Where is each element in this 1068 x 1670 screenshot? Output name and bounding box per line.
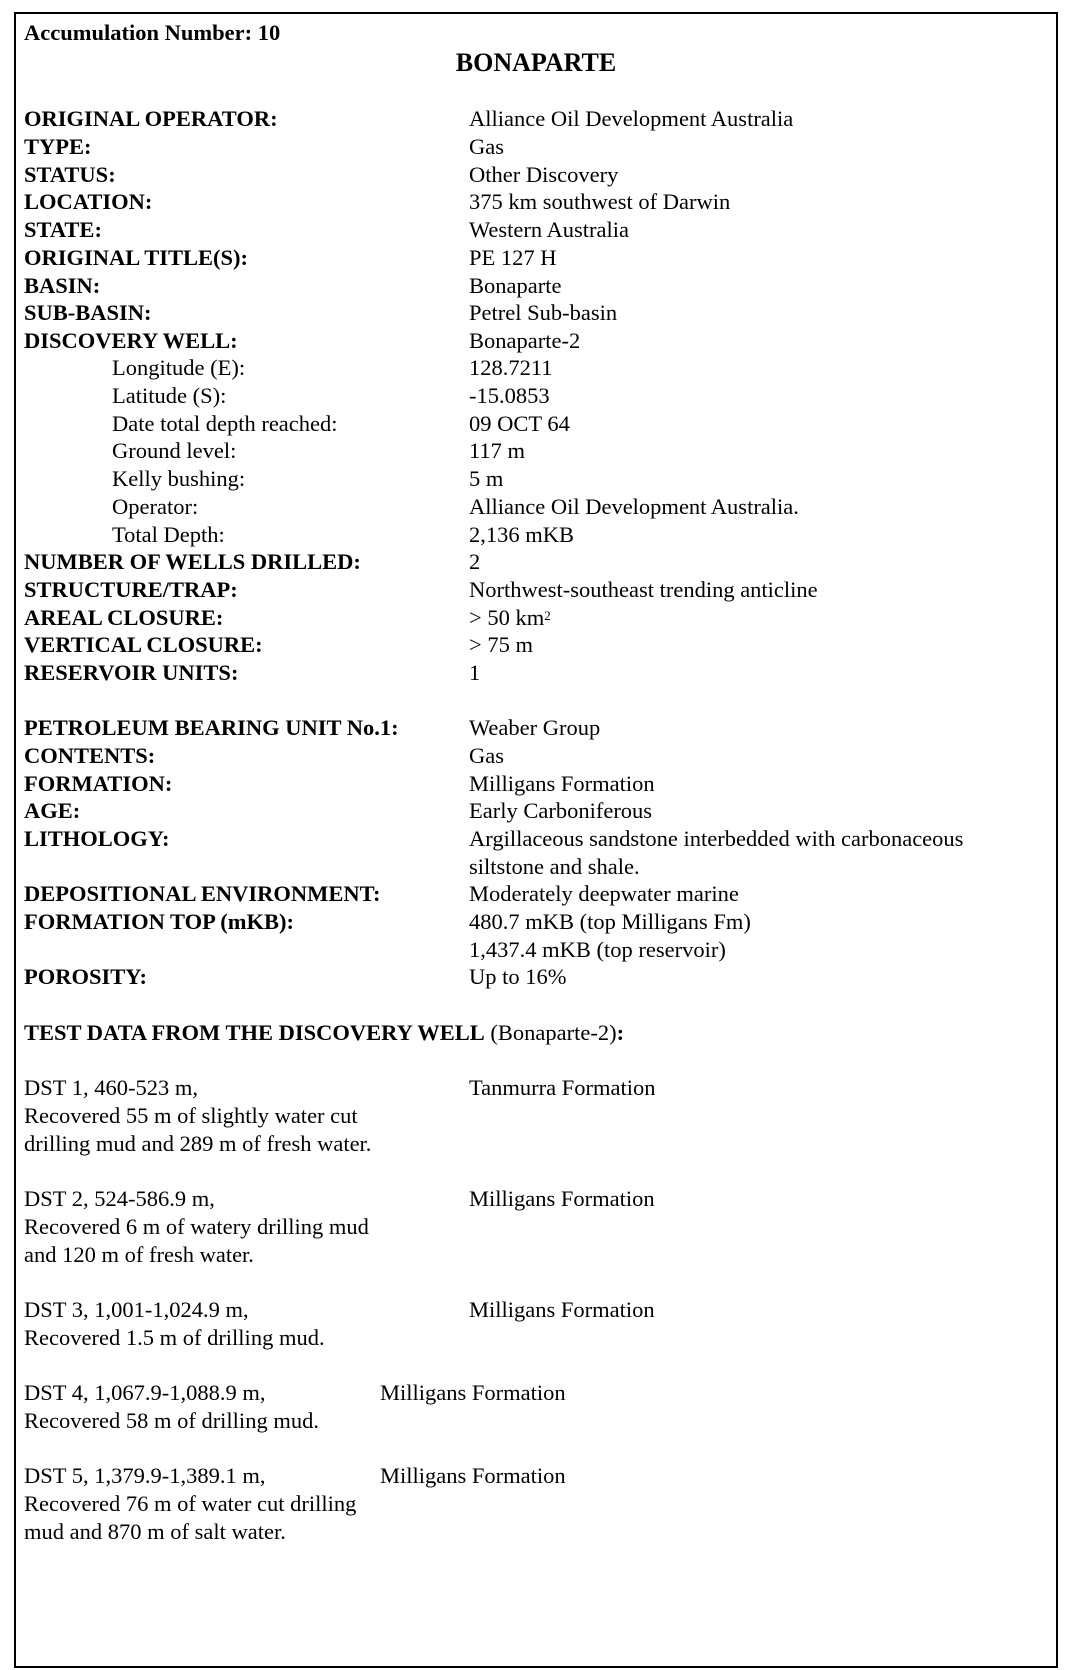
unit-label: PETROLEUM BEARING UNIT No.1: (24, 715, 399, 740)
field-value: Petrel Sub-basin (469, 300, 618, 325)
dst-line: DST 4, 1,067.9-1,088.9 m, (24, 1380, 266, 1405)
dst-line: DST 2, 524-586.9 m, (24, 1186, 215, 1211)
dst-line: Recovered 1.5 m of drilling mud. (24, 1325, 325, 1350)
well-label: Ground level: (112, 438, 237, 463)
contents-value: Gas (469, 743, 504, 768)
field-value: Northwest-southeast trending anticline (469, 577, 818, 602)
field-value: Western Australia (469, 217, 630, 242)
dst-formation: Milligans Formation (380, 1463, 566, 1488)
well-label: Date total depth reached: (112, 411, 338, 436)
well-label: Kelly bushing: (112, 466, 246, 491)
age-value: Early Carboniferous (469, 798, 653, 823)
field-value: 2 (469, 549, 481, 574)
areal-closure-value (469, 603, 551, 632)
depositional-label: DEPOSITIONAL ENVIRONMENT: (24, 881, 381, 906)
document-frame (14, 12, 1058, 1668)
porosity-value: Up to 16% (469, 964, 567, 989)
field-label: LOCATION: (24, 189, 153, 214)
dst-line: mud and 870 m of salt water. (24, 1519, 286, 1544)
field-value: Alliance Oil Development Australia (469, 106, 794, 131)
field-label: DISCOVERY WELL: (24, 328, 238, 353)
field-label: ORIGINAL TITLE(S): (24, 245, 249, 270)
depositional-value: Moderately deepwater marine (469, 881, 739, 906)
dst-line: Recovered 58 m of drilling mud. (24, 1408, 319, 1433)
dst-line: Recovered 6 m of watery drilling mud (24, 1214, 369, 1239)
well-value: Alliance Oil Development Australia. (469, 494, 799, 519)
field-label: NUMBER OF WELLS DRILLED: (24, 549, 361, 574)
contents-label: CONTENTS: (24, 743, 156, 768)
field-value: > 75 m (469, 632, 533, 657)
lithology-label: LITHOLOGY: (24, 826, 170, 851)
field-value: 375 km southwest of Darwin (469, 189, 731, 214)
field-label: STATUS: (24, 162, 116, 187)
dst-formation: Milligans Formation (380, 1380, 566, 1405)
field-value: Other Discovery (469, 162, 619, 187)
formation-top-value: 480.7 mKB (top Milligans Fm) (469, 909, 751, 934)
unit-value: Weaber Group (469, 715, 601, 740)
well-label: Latitude (S): (112, 383, 227, 408)
well-value: 2,136 mKB (469, 522, 575, 547)
accumulation-number: Accumulation Number: 10 (24, 20, 281, 45)
lithology-value: Argillaceous sandstone interbedded with carbonaceous (469, 826, 964, 851)
formation-top-label: FORMATION TOP (mKB): (24, 909, 294, 934)
dst-formation: Tanmurra Formation (469, 1075, 656, 1100)
test-data-heading-well: (Bonaparte-2) (484, 1020, 617, 1045)
superscript: 2 (544, 608, 551, 623)
field-value: PE 127 H (469, 245, 557, 270)
well-label: Total Depth: (112, 522, 225, 547)
field-label: AREAL CLOSURE: (24, 605, 224, 630)
dst-line: DST 1, 460-523 m, (24, 1075, 198, 1100)
dst-formation: Milligans Formation (469, 1297, 655, 1322)
field-label: SUB-BASIN: (24, 300, 152, 325)
test-data-heading-colon: : (616, 1020, 625, 1045)
well-value: 128.7211 (469, 355, 553, 380)
lithology-value: siltstone and shale. (469, 854, 640, 879)
dst-line: Recovered 76 m of water cut drilling (24, 1491, 357, 1516)
well-value: 5 m (469, 466, 504, 491)
field-label: TYPE: (24, 134, 92, 159)
field-value: Gas (469, 134, 504, 159)
dst-line: DST 5, 1,379.9-1,389.1 m, (24, 1463, 266, 1488)
well-label: Operator: (112, 494, 199, 519)
dst-line: drilling mud and 289 m of fresh water. (24, 1131, 372, 1156)
dst-line: and 120 m of fresh water. (24, 1242, 254, 1267)
field-label: VERTICAL CLOSURE: (24, 632, 263, 657)
field-value: 1 (469, 660, 481, 685)
field-label: ORIGINAL OPERATOR: (24, 106, 278, 131)
well-value: 117 m (469, 438, 526, 463)
porosity-label: POROSITY: (24, 964, 147, 989)
formation-value: Milligans Formation (469, 771, 655, 796)
test-data-heading (24, 1018, 624, 1047)
formation-label: FORMATION: (24, 771, 173, 796)
formation-top-value: 1,437.4 mKB (top reservoir) (469, 937, 726, 962)
test-data-heading-bold: TEST DATA FROM THE DISCOVERY WELL (24, 1020, 485, 1045)
age-label: AGE: (24, 798, 81, 823)
field-label: RESERVOIR UNITS: (24, 660, 239, 685)
field-value: Bonaparte-2 (469, 328, 581, 353)
page-title: BONAPARTE (455, 48, 617, 77)
dst-formation: Milligans Formation (469, 1186, 655, 1211)
dst-line: DST 3, 1,001-1,024.9 m, (24, 1297, 249, 1322)
field-label: STATE: (24, 217, 102, 242)
well-value: 09 OCT 64 (469, 411, 570, 436)
well-value: -15.0853 (469, 383, 550, 408)
dst-line: Recovered 55 m of slightly water cut (24, 1103, 358, 1128)
well-label: Longitude (E): (112, 355, 246, 380)
areal-closure-text: > 50 km (469, 605, 545, 630)
field-value: Bonaparte (469, 273, 562, 298)
field-label: STRUCTURE/TRAP: (24, 577, 238, 602)
field-label: BASIN: (24, 273, 101, 298)
